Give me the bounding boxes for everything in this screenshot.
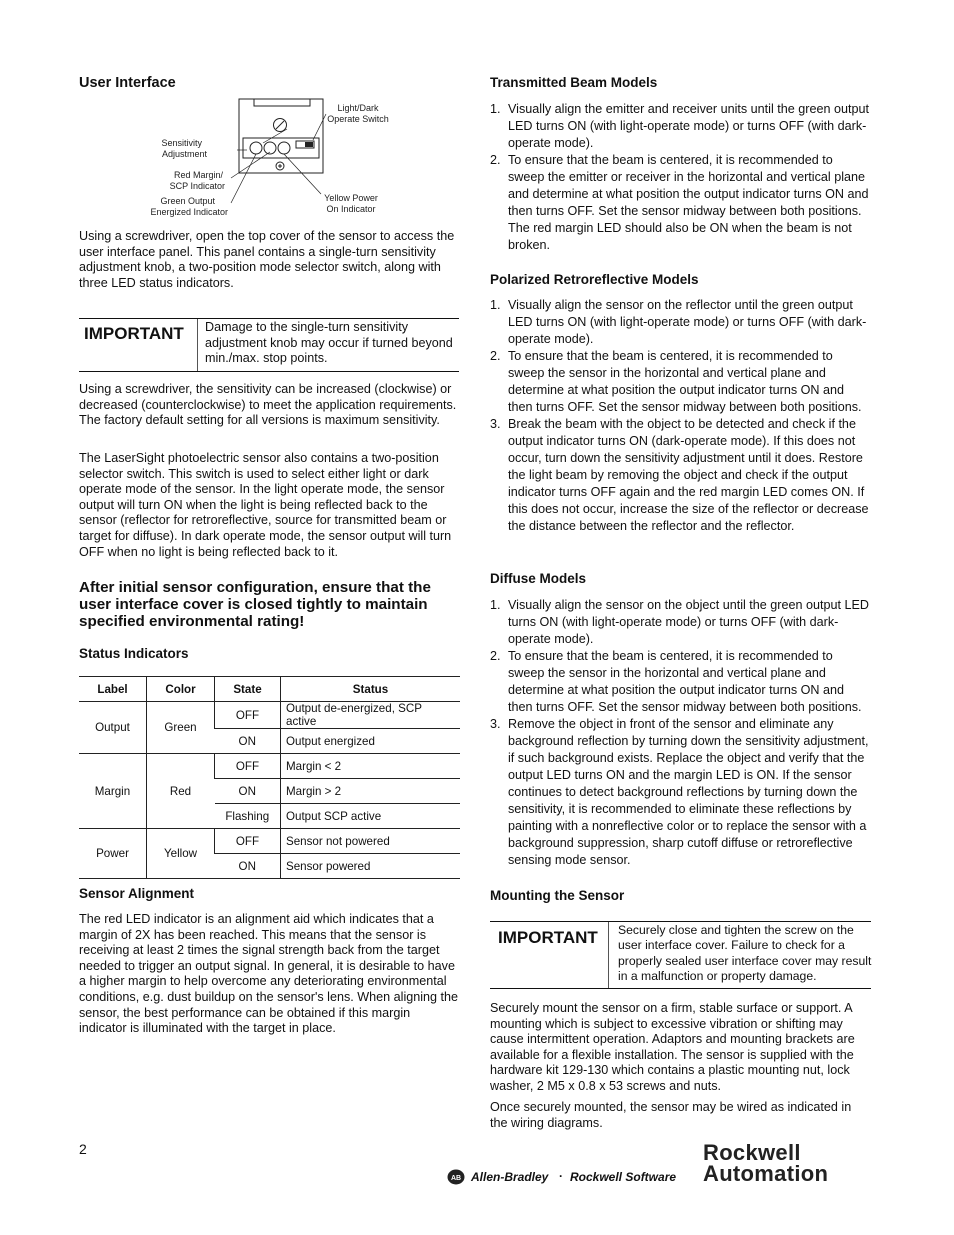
rockwell-automation-logo xyxy=(703,1142,873,1184)
cell-status: Output SCP active xyxy=(281,804,461,829)
red-margin-label-line2: SCP Indicator xyxy=(169,181,225,191)
cell-label: Margin xyxy=(79,754,147,829)
list-item: 2. To ensure that the beam is centered, it is recommended to sweep the sensor in the horizontal and vertical plane and determine at what position the output indicator turns ON and then turns OFF. Set the sensor midway between both positions. xyxy=(490,649,862,714)
important-label: IMPORTANT xyxy=(498,928,598,947)
diffuse-heading: Diffuse Models xyxy=(490,571,587,586)
yellow-power-label-line2: On Indicator xyxy=(326,204,376,214)
wiring-paragraph: Once securely mounted, the sensor may be wired as indicated in the wiring diagrams. xyxy=(490,1100,852,1130)
list-item: 2. To ensure that the beam is centered, it is recommended to sweep the emitter or receiver in the horizontal and vertical plane and determine at what position the output indicator turns ON and then turns OFF. Set the sensor midway between both positions. The red margin LED should also be ON when the beam is not broken. xyxy=(490,153,869,252)
header-state: State xyxy=(215,677,281,702)
cell-status: Margin < 2 xyxy=(281,754,461,779)
green-output-label-line2: Energized Indicator xyxy=(150,207,228,217)
alignment-paragraph: The red LED indicator is an alignment aid which indicates that a margin of 2X has been reached. This means that the sensor is receiving at least 2 times the signal strength back from the target needed to trigger an output signal. In general, it is desirable to have a higher margin to help overcome any deteriorating environmental conditions, e.g. dust buildup on the sensor's lens. When aligning the sensor, the best performance can be obtained if this margin indicator is illuminated with the target in place. xyxy=(79,912,459,1036)
list-item: 1. Visually align the sensor on the reflector until the green output LED turns ON (with light-operate mode) or turns OFF (with dark-operate mode). xyxy=(490,298,867,346)
important-text: Securely close and tighten the screw on the user interface cover. Failure to check for a properly sealed user interface cover may result in a malfunction or property damage. xyxy=(618,923,872,984)
mounting-paragraph: Securely mount the sensor on a firm, stable surface or support. A mounting which is subject to excessive vibration or shifting may cause intermittent operation. Adaptors and mounting brackets are available for a flexible installation. The sensor is supplied with the hardware kit 129-130 which contains a plastic mounting nut, lock washer, 2 M5 x 0.8 x 53 screws and nuts. xyxy=(490,1001,855,1093)
panel-tab xyxy=(254,99,310,106)
red-margin-label-line1: Red Margin/ xyxy=(173,170,223,180)
green-led-icon xyxy=(250,142,262,154)
status-table xyxy=(79,676,460,879)
rockwell-logo-line2: Automation xyxy=(703,1161,829,1186)
page-number: 2 xyxy=(79,1141,87,1157)
yellow-led-icon xyxy=(278,142,290,154)
cell-label: Power xyxy=(79,829,147,879)
sensor-alignment-heading: Sensor Alignment xyxy=(79,886,195,901)
cell-state: ON xyxy=(215,729,281,754)
mounting-heading: Mounting the Sensor xyxy=(490,888,625,903)
transmitted-beam-heading: Transmitted Beam Models xyxy=(490,75,658,90)
important-box-1 xyxy=(79,318,459,372)
important-divider xyxy=(608,922,609,988)
sensitivity-paragraph: Using a screwdriver, the sensitivity can be increased (clockwise) or decreased (counterclockwise) to meet the application requirements. The factory default setting for all versions is maximum sensitivity. xyxy=(79,382,457,428)
status-indicators-heading: Status Indicators xyxy=(79,646,189,661)
svg-text:AB: AB xyxy=(450,1175,462,1182)
selector-switch-paragraph: The LaserSight photoelectric sensor also contains a two-position selector switch. This switch is used to select either light or dark operate mode of the sensor. In the light operate mode, the sensor output will turn ON when the light is being reflected back to the sensor (reflector for retroreflective, source for transmitted beam or target for diffuse). In dark operate mode, the sensor output will turn OFF when no light is being reflected back to it. xyxy=(79,451,452,559)
list-item: 2. To ensure that the beam is centered, it is recommended to sweep the sensor in the horizontal and vertical plane and determine at what position the output indicator turns ON and then turns OFF. Set the sensor midway between both positions. xyxy=(490,349,862,414)
rockwell-logo-line1: Rockwell xyxy=(703,1140,801,1165)
cell-state: OFF xyxy=(215,702,281,729)
list-item: 3. Break the beam with the object to be detected and check if the output indicator turns ON (dark-operate mode). If this does not occur, turn down the sensitivity adjustment until it does. Restore the light beam by removing the object and check if the output indicator turns OFF again and the red margin LED comes ON. If this does not occur, increase the size of the reflector or decrease the distance between the reflector and the reflector. xyxy=(490,417,869,533)
ui-paragraph: Using a screwdriver, open the top cover of the sensor to access the user interface panel. This panel contains a single-turn sensitivity adjustment knob, a two-position mode selector switch, along with three LED status indicators. xyxy=(79,229,455,290)
brand-separator: · xyxy=(559,1169,563,1183)
cell-label: Output xyxy=(79,702,147,754)
cell-state: OFF xyxy=(215,754,281,779)
header-color: Color xyxy=(147,677,215,702)
important-divider xyxy=(197,319,198,371)
sensitivity-label-line1: Sensitivity xyxy=(161,138,202,148)
table-row xyxy=(79,829,460,854)
footer-brands xyxy=(447,1168,677,1188)
green-output-label-line1: Green Output xyxy=(160,196,215,206)
transmitted-beam-list xyxy=(490,101,872,254)
table-row xyxy=(79,754,460,779)
cell-color: Yellow xyxy=(147,829,215,879)
list-item: 3. Remove the object in front of the sensor and eliminate any background reflection by turning down the sensitivity adjustment, if such background exists. Replace the object and verify that the output LED turns ON and the margin LED is ON. If the sensor continues to detect background reflections by turning down the sensitivity, it is recommended to eliminate these reflections by painting with a nonreflective color or to replace the sensor with a background suppression, sharp cutoff diffuse or retroreflective sensing mode sensor. xyxy=(490,717,869,867)
table-header-row xyxy=(79,677,460,702)
allen-bradley-text: Allen-Bradley xyxy=(471,1170,549,1184)
polarized-retro-list xyxy=(490,297,872,535)
polarized-retro-heading: Polarized Retroreflective Models xyxy=(490,272,699,287)
cell-state: ON xyxy=(215,854,281,879)
cell-color: Green xyxy=(147,702,215,754)
cell-status: Sensor powered xyxy=(281,854,461,879)
cell-status: Output energized xyxy=(281,729,461,754)
list-item: 1. Visually align the sensor on the object until the green output LED turns ON (with light-operate mode) or turns OFF (with dark-operate mode). xyxy=(490,598,870,646)
important-text: Damage to the single-turn sensitivity adjustment knob may occur if turned beyond min./max. stop points. xyxy=(205,320,453,366)
user-interface-diagram xyxy=(139,96,469,222)
cell-state: Flashing xyxy=(215,804,281,829)
user-interface-heading: User Interface xyxy=(79,75,176,91)
table-row xyxy=(79,702,460,729)
allen-bradley-logo-icon xyxy=(447,1168,465,1186)
cell-state: OFF xyxy=(215,829,281,854)
header-label: Label xyxy=(79,677,147,702)
list-item: 1. Visually align the emitter and receiver units until the green output LED turns ON (with light-operate mode) or turns OFF (with dark-operate mode). xyxy=(490,102,870,150)
yellow-power-label-line1: Yellow Power xyxy=(324,193,378,203)
rockwell-software-text: Rockwell Software xyxy=(570,1170,677,1184)
header-status: Status xyxy=(281,677,461,702)
important-label: IMPORTANT xyxy=(84,324,184,343)
cell-status: Sensor not powered xyxy=(281,829,461,854)
diffuse-list xyxy=(490,597,872,869)
cell-status: Margin > 2 xyxy=(281,779,461,804)
important-box-2 xyxy=(490,921,871,989)
cover-warning-callout: After initial sensor configuration, ensure that the user interface cover is closed tightly to maintain specified environmental rating! xyxy=(79,579,431,631)
mode-switch-slider xyxy=(305,142,313,147)
light-dark-label-line1: Light/Dark xyxy=(337,103,379,113)
cell-status: Output de-energized, SCP active xyxy=(281,702,461,729)
cell-color: Red xyxy=(147,754,215,829)
light-dark-label-line2: Operate Switch xyxy=(327,114,389,124)
sensitivity-label-line2: Adjustment xyxy=(161,149,207,159)
cell-state: ON xyxy=(215,779,281,804)
